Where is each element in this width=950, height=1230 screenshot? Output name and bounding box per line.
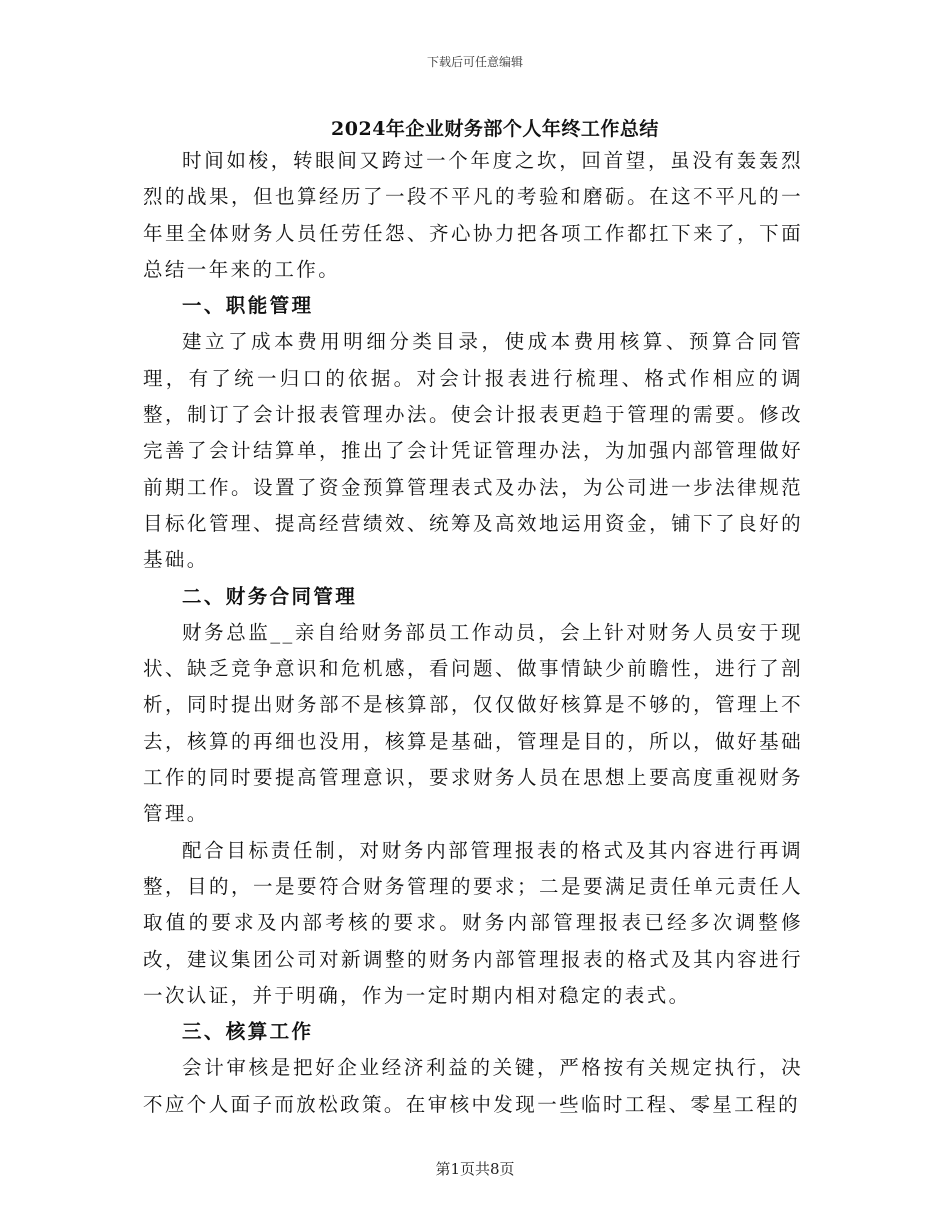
section-heading-function-management: 一、职能管理	[182, 294, 314, 318]
page-number: 第1页共8页	[435, 1160, 515, 1178]
page-header-note: 下载后可任意编辑	[426, 55, 523, 69]
intro-paragraph: 时间如梭，转眼间又跨过一个年度之坎，回首望，虽没有轰轰烈烈的战果，但也算经历了一段不平凡的考验和磨砺。在这不平凡的一年里全体财务人员任劳任怨、齐心协力把各项工作都扛下来了，下面总结一年来的工作。	[143, 149, 803, 281]
section-heading-contract-management: 二、财务合同管理	[182, 584, 358, 608]
document-title: 2024年企业财务部个人年终工作总结	[331, 118, 659, 140]
section-paragraph: 会计审核是把好企业经济利益的关键，严格按有关规定执行，决不应个人面子而放松政策。在审核中发现一些临时工程、零星工程的	[143, 1056, 803, 1116]
document-body	[143, 143, 803, 1123]
section-heading-accounting-work: 三、核算工作	[182, 1020, 314, 1044]
section-paragraph: 建立了成本费用明细分类目录，使成本费用核算、预算合同管理，有了统一归口的依据。对会计报表进行梳理、格式作相应的调整，制订了会计报表管理办法。使会计报表更趋于管理的需要。修改完善了会计结算单，推出了会计凭证管理办法，为加强内部管理做好前期工作。设置了资金预算管理表式及办法，为公司进一步法律规范目标化管理、提高经营绩效、统筹及高效地运用资金，铺下了良好的基础。	[143, 330, 803, 572]
section-paragraph: 财务总监__亲自给财务部员工作动员，会上针对财务人员安于现状、缺乏竞争意识和危机感，看问题、做事情缺少前瞻性，进行了剖析，同时提出财务部不是核算部，仅仅做好核算是不够的，管理上不去，核算的再细也没用，核算是基础，管理是目的，所以，做好基础工作的同时要提高管理意识，要求财务人员在思想上要高度重视财务管理。	[143, 620, 803, 826]
section-paragraph: 配合目标责任制，对财务内部管理报表的格式及其内容进行再调整，目的，一是要符合财务管理的要求；二是要满足责任单元责任人取值的要求及内部考核的要求。财务内部管理报表已经多次调整修改，建议集团公司对新调整的财务内部管理报表的格式及其内容进行一次认证，并于明确，作为一定时期内相对稳定的表式。	[143, 838, 803, 1007]
